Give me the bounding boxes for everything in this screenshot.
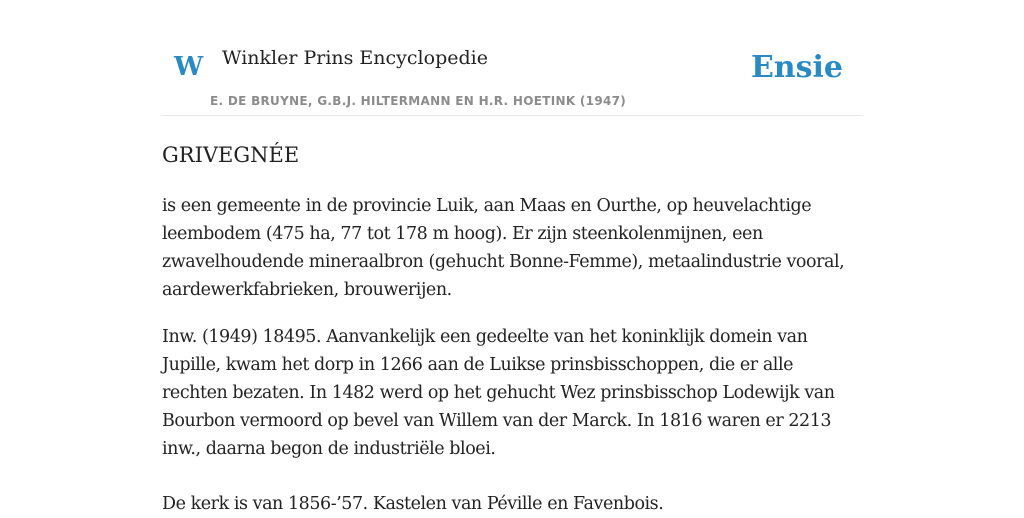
- article-paragraph: Inw. (1949) 18495. Aanvankelijk een gedeelte van het koninklijk domein van Jupille, kwam het dorp in 1266 aan de Luikse prinsbisschoppen, die er alle rechten bezaten. In 1482 werd op het gehucht Wez prinsbisschop Lodewijk van Bourbon vermoord op bevel van Willem van der Marck. In 1816 waren er 2213 inw., daarna begon de industriële bloei.: [162, 327, 835, 459]
- encyclopedia-title[interactable]: Winkler Prins Encyclopedie: [222, 47, 488, 69]
- article-paragraph: is een gemeente in de provincie Luik, aan Maas en Ourthe, op heuvelachtige leembodem (475 ha, 77 tot 178 m hoog). Er zijn steenkolenmijnen, een zwavelhoudende mineraalbron (gehucht Bonne-Femme), metaalindustrie vooral, aardewerkfabrieken, brouwerijen.: [162, 196, 845, 300]
- winkler-prins-logo[interactable]: W: [174, 52, 204, 82]
- site-header: [162, 40, 862, 116]
- article-paragraph: De kerk is van 1856-’57. Kastelen van Péville en Favenbois.: [162, 494, 664, 514]
- article-title: GRIVEGNÉE: [162, 143, 300, 167]
- ensie-brand-logo[interactable]: Ensie: [750, 50, 843, 85]
- authors-line: E. DE BRUYNE, G.B.J. HILTERMANN EN H.R. HOETINK (1947): [210, 94, 627, 108]
